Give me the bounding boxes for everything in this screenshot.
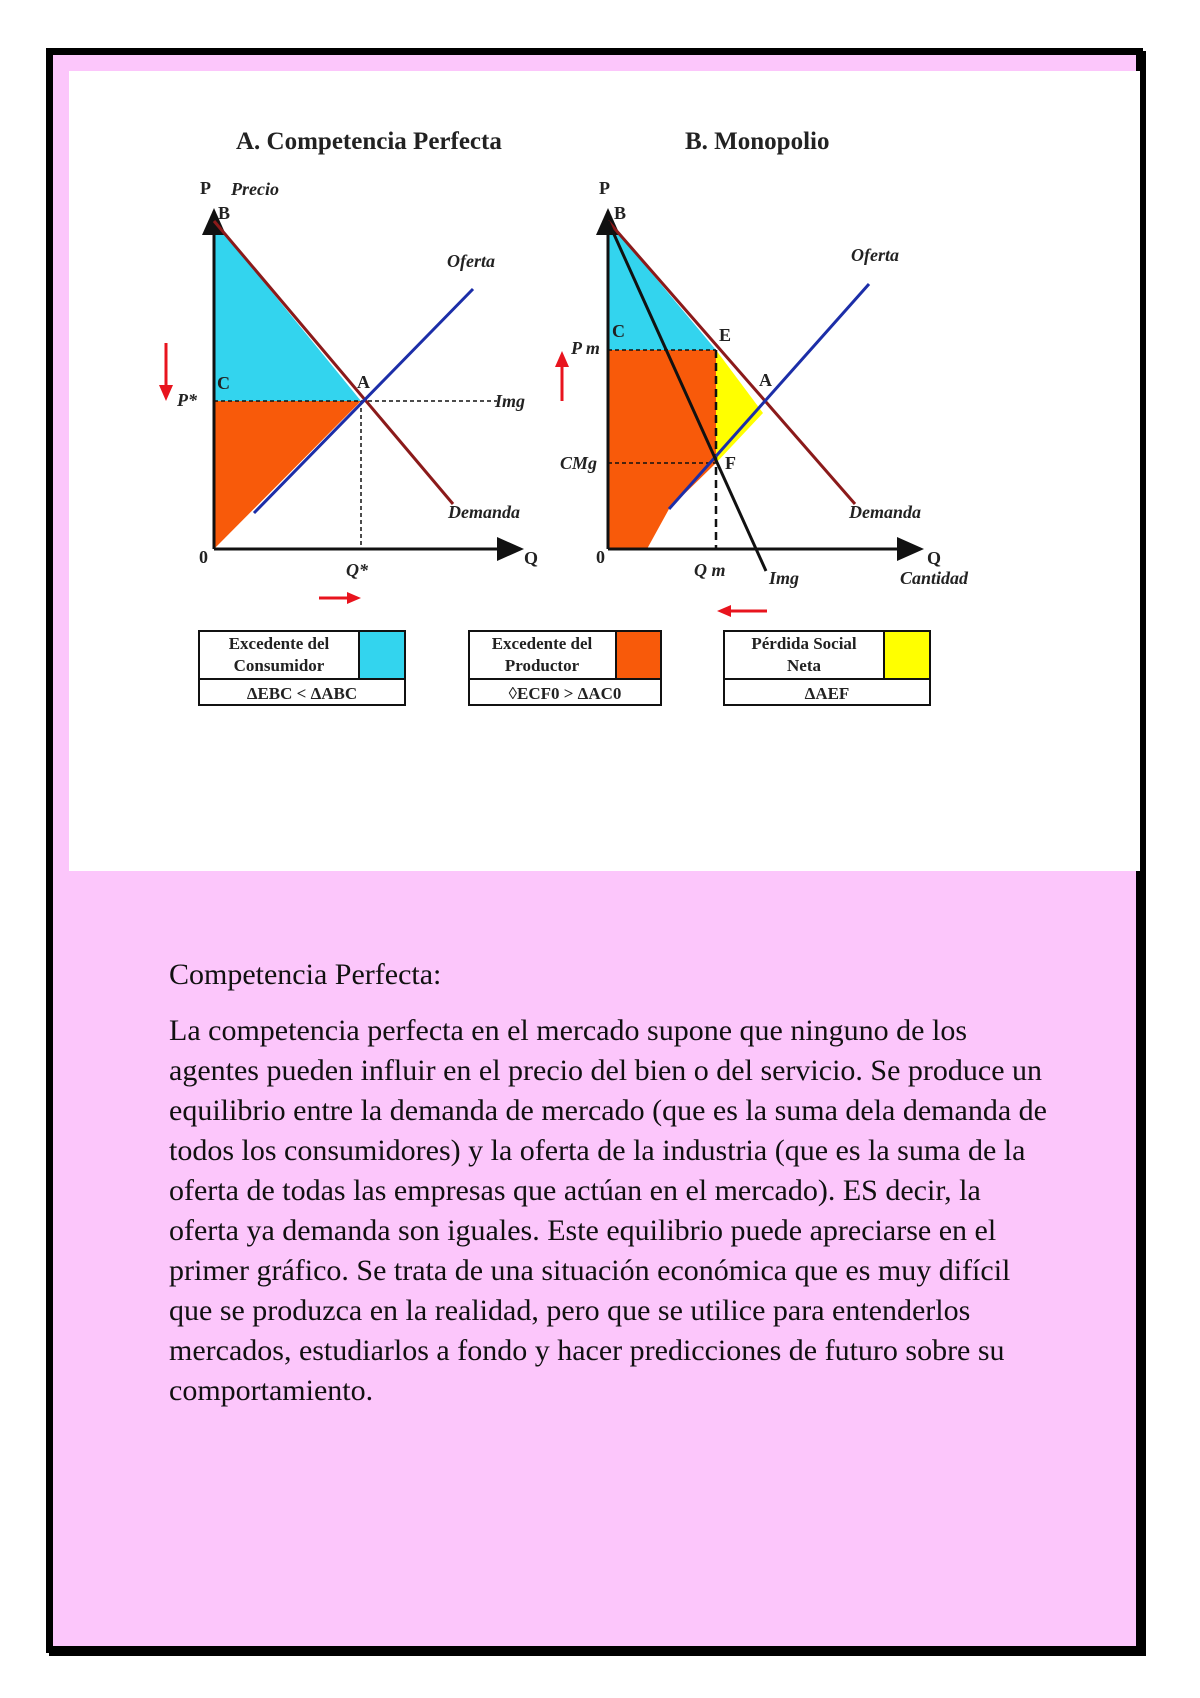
legend-consumer-surplus bbox=[199, 631, 405, 705]
legend-deadweight-loss bbox=[724, 631, 930, 705]
demand-label-b: Demanda bbox=[849, 502, 921, 522]
y-axis-label-b: P bbox=[599, 178, 610, 198]
legend-label-line1: Pérdida Social bbox=[751, 634, 857, 653]
demand-label-a: Demanda bbox=[448, 502, 520, 522]
section-heading: Competencia Perfecta: bbox=[169, 958, 442, 991]
origin-label-a: 0 bbox=[199, 547, 208, 567]
point-a-label-a: A bbox=[357, 372, 370, 392]
legend-label-line2: Neta bbox=[787, 656, 821, 675]
point-c-label-a: C bbox=[217, 373, 230, 393]
legend-label-line1: Excedente del bbox=[491, 634, 593, 653]
legend-formula: ΔAEF bbox=[804, 684, 850, 703]
price-up-arrow bbox=[555, 351, 569, 401]
panel-a-title: A. Competencia Perfecta bbox=[236, 128, 502, 155]
panel-b bbox=[555, 128, 969, 617]
price-down-arrow bbox=[159, 343, 173, 401]
point-b-label-a: B bbox=[218, 203, 231, 223]
producer-surplus-area-b bbox=[608, 350, 716, 549]
legend-label-line1: Excedente del bbox=[228, 634, 330, 653]
quantity-label-a: Q* bbox=[346, 560, 368, 580]
surplus-diagrams bbox=[69, 71, 1140, 871]
producer-surplus-area-a bbox=[214, 401, 361, 549]
legend-swatch bbox=[884, 632, 929, 679]
y-axis-name-a: Precio bbox=[231, 179, 279, 199]
pm-label: P m bbox=[571, 338, 600, 358]
price-label-a: P* bbox=[177, 390, 197, 410]
qm-label: Q m bbox=[694, 560, 726, 580]
mr-label-a: Img bbox=[495, 391, 526, 411]
supply-label-b: Oferta bbox=[851, 245, 899, 265]
point-c-label-b: C bbox=[612, 321, 625, 341]
legend-formula: ΔEBC < ΔABC bbox=[246, 684, 358, 703]
y-axis-label-a: P bbox=[200, 178, 211, 198]
point-f-label: F bbox=[725, 453, 736, 473]
legend-swatch bbox=[359, 632, 404, 679]
supply-label-a: Oferta bbox=[447, 251, 495, 271]
origin-label-b: 0 bbox=[596, 547, 605, 567]
x-axis-name-b: Cantidad bbox=[900, 568, 969, 588]
legend-formula: ◊ECF0 > ΔAC0 bbox=[508, 684, 622, 703]
economics-figure bbox=[69, 71, 1140, 871]
page-frame bbox=[46, 48, 1143, 1653]
section-body: La competencia perfecta en el mercado supone que ninguno de los agentes pueden influir en el precio del bien o del servicio. Se produce un equilibrio entre la demanda de mercado (que es la suma dela demanda de todos los consumidores) y la oferta de la industria (que es la suma de la oferta de todas las empresas que actúan en el mercado). ES decir, la oferta ya demanda son iguales. Este equilibrio puede apreciarse en el primer gráfico. Se trata de una situación económica que es muy difícil que se produzca en la realidad, pero que se utilice para entenderlos mercados, estudiarlos a fondo y hacer predicciones de futuro sobre su comportamiento. bbox=[169, 1014, 1047, 1407]
legend-label-line2: Productor bbox=[504, 656, 580, 675]
legend-swatch bbox=[616, 632, 660, 679]
quantity-left-arrow bbox=[717, 605, 767, 617]
mr-label-b: Img bbox=[769, 568, 800, 588]
legend-producer-surplus bbox=[469, 631, 661, 705]
panel-a bbox=[159, 128, 538, 604]
point-a-label-b: A bbox=[759, 370, 772, 390]
text-section bbox=[169, 955, 1049, 1411]
quantity-right-arrow bbox=[319, 592, 361, 604]
panel-b-title: B. Monopolio bbox=[685, 128, 830, 155]
legend-label-line2: Consumidor bbox=[233, 656, 325, 675]
x-axis-label-a: Q bbox=[524, 548, 539, 568]
point-e-label: E bbox=[719, 325, 732, 345]
cmg-label: CMg bbox=[560, 453, 598, 473]
x-axis-label-b: Q bbox=[927, 548, 942, 568]
point-b-label-b: B bbox=[614, 203, 627, 223]
